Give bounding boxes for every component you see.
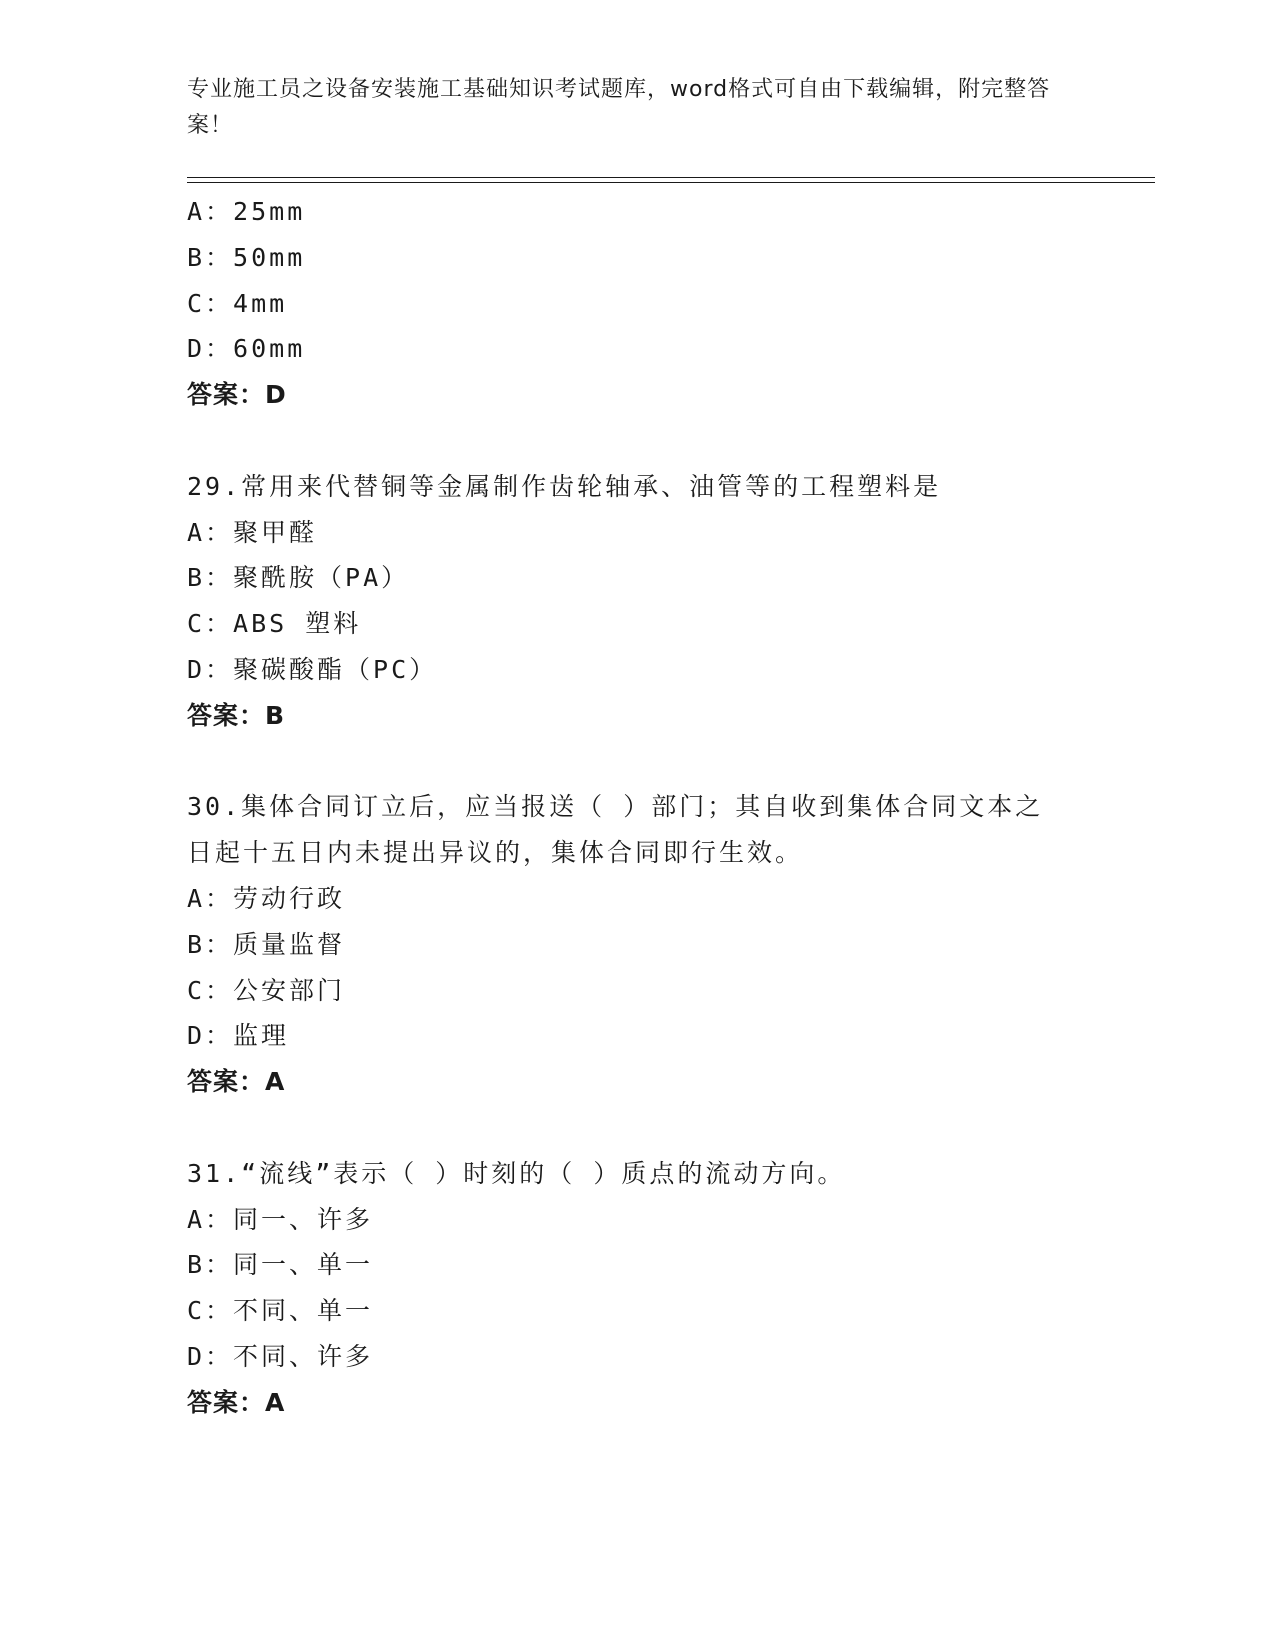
- option-c: C：ABS 塑料: [187, 609, 362, 639]
- question-30: [187, 784, 1087, 1105]
- option-b: B：同一、单一: [187, 1250, 374, 1280]
- document-header: 专业施工员之设备安装施工基础知识考试题库，word格式可自由下载编辑，附完整答案！: [187, 77, 1051, 138]
- option-d: D：不同、许多: [187, 1341, 374, 1371]
- option-c: C：不同、单一: [187, 1296, 374, 1326]
- option-a: A：25mm: [187, 197, 306, 226]
- spacer: [187, 739, 1087, 785]
- spacer: [187, 418, 1087, 464]
- option-a: A：聚甲醛: [187, 517, 318, 547]
- question-29: [187, 464, 1087, 739]
- option-b: B：聚酰胺（PA）: [187, 563, 410, 593]
- spacer: [187, 1105, 1087, 1151]
- question-stem: 31.“流线”表示（ ）时刻的（ ）质点的流动方向。: [187, 1158, 846, 1188]
- question-28: [187, 189, 1087, 418]
- question-31: [187, 1151, 1087, 1426]
- question-stem: 30.集体合同订立后，应当报送（ ）部门；其自收到集体合同文本之: [187, 792, 1044, 822]
- option-b: B：质量监督: [187, 929, 346, 959]
- answer-line: 答案：D: [187, 380, 287, 410]
- option-b: B：50mm: [187, 242, 306, 272]
- answer-line: 答案：A: [187, 1067, 286, 1097]
- answer-line: 答案：A: [187, 1387, 286, 1417]
- question-list: [187, 189, 1087, 1426]
- option-d: D：60mm: [187, 334, 306, 364]
- question-stem-continued: 日起十五日内未提出异议的，集体合同即行生效。: [187, 838, 804, 868]
- option-c: C：4mm: [187, 288, 288, 318]
- option-d: D：监理: [187, 1021, 290, 1051]
- header-divider-top: [187, 177, 1155, 178]
- option-a: A：劳动行政: [187, 883, 346, 913]
- option-d: D：聚碳酸酯（PC）: [187, 654, 438, 684]
- question-stem: 29.常用来代替铜等金属制作齿轮轴承、油管等的工程塑料是: [187, 471, 942, 501]
- option-a: A：同一、许多: [187, 1204, 374, 1234]
- answer-line: 答案：B: [187, 700, 286, 730]
- header-divider-bottom: [187, 182, 1155, 183]
- option-c: C：公安部门: [187, 975, 346, 1005]
